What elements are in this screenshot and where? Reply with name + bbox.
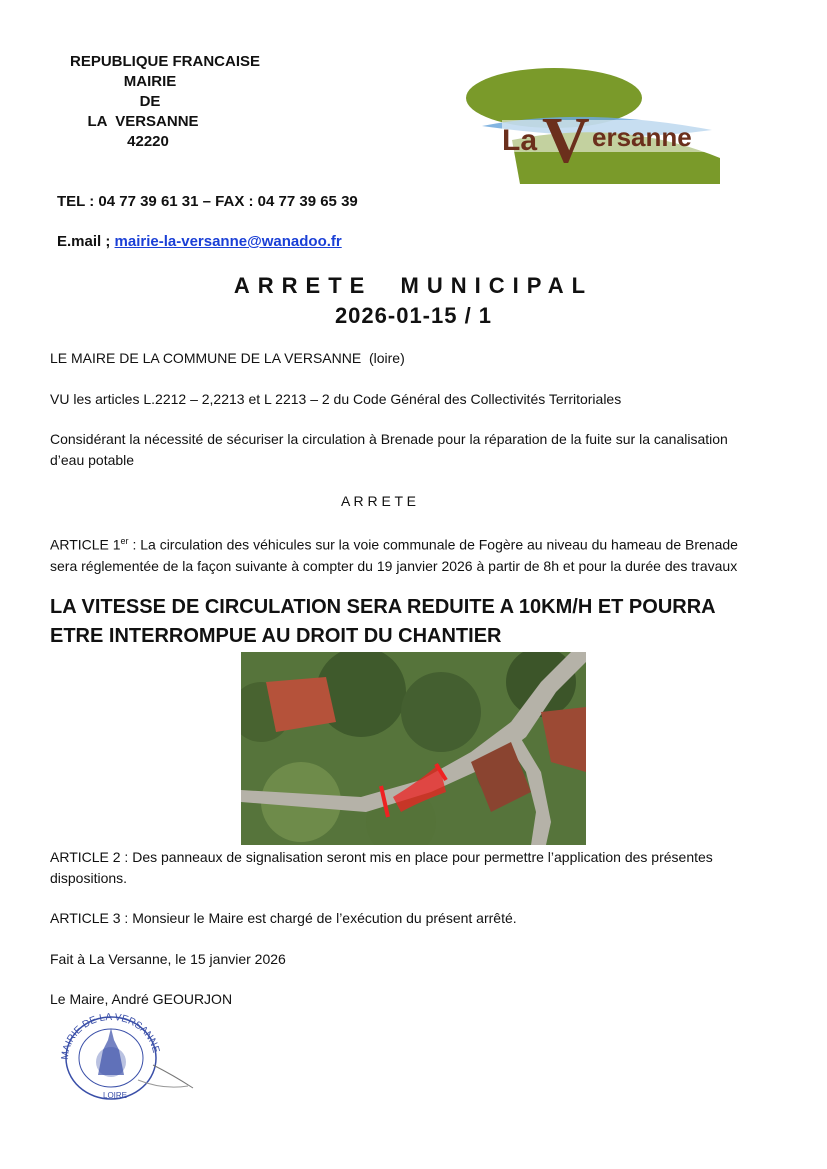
article-1-text: : La circulation des véhicules sur la voie communale de Fogère au niveau du hameau de Brenade sera réglementée de la façon suivante à compter du 19 janvier 2026 à partir de 8h et pour la durée des travaux [50, 536, 738, 574]
stamp-graphic [58, 1010, 198, 1102]
stamp-text-top: MAIRIE DE LA VERSANNE [59, 1011, 162, 1061]
logo-graphic [462, 58, 724, 188]
arrete-heading: A R R E T E [341, 493, 416, 509]
header-republique: REPUBLIQUE FRANCAISE [69, 53, 260, 70]
vu-line: VU les articles L.2212 – 2,2213 et L 2213 – 2 du Code Général des Collectivités Territoriales [50, 391, 622, 407]
logo-text-v: V [542, 104, 590, 177]
article-1 [50, 531, 750, 577]
aerial-photo-graphic [241, 652, 586, 845]
highlight-notice: LA VITESSE DE CIRCULATION SERA REDUITE A 10KM/H ET POURRA ETRE INTERROMPUE AU DROIT DU CHANTIER [50, 596, 715, 647]
article-1-prefix: ARTICLE 1 [50, 536, 121, 553]
article-1-sup: er [120, 536, 129, 546]
article-3: ARTICLE 3 : Monsieur le Maire est chargé de l’exécution du présent arrêté. [50, 910, 517, 926]
email-link[interactable]: mairie-la-versanne@wanadoo.fr [114, 233, 342, 250]
photo-roof-1 [266, 677, 336, 732]
email-label: E.mail ; [57, 233, 115, 250]
considerant-paragraph: Considérant la nécessité de sécuriser la circulation à Brenade pour la réparation de la fuite sur la canalisation d’eau potable [50, 431, 728, 468]
arrete-number: 2026-01-15 / 1 [334, 303, 493, 328]
header-phone: TEL : 04 77 39 61 31 – FAX : 04 77 39 65 39 [57, 193, 358, 210]
header-mairie: MAIRIE [123, 73, 177, 90]
signature-stroke [153, 1065, 193, 1088]
aerial-photo [241, 652, 586, 845]
logo [462, 58, 724, 188]
header-commune: LA VERSANNE [87, 113, 199, 130]
logo-text-la: La [502, 124, 538, 157]
header-de: DE [139, 93, 161, 110]
maire-line: LE MAIRE DE LA COMMUNE DE LA VERSANNE (loire) [50, 350, 405, 366]
signature-line: Le Maire, André GEOURJON [50, 991, 233, 1007]
header-postcode: 42220 [127, 133, 169, 150]
mairie-stamp [58, 1010, 198, 1102]
article-2: ARTICLE 2 : Des panneaux de signalisation seront mis en place pour permettre l’application des présentes dispositions. [50, 849, 713, 886]
fait-line: Fait à La Versanne, le 15 janvier 2026 [50, 951, 286, 967]
header-email-row [57, 232, 342, 252]
stamp-text-bottom: LOIRE [103, 1091, 128, 1100]
logo-text-versanne: ersanne [592, 122, 692, 152]
page-title: ARRETE MUNICIPAL [233, 273, 594, 298]
